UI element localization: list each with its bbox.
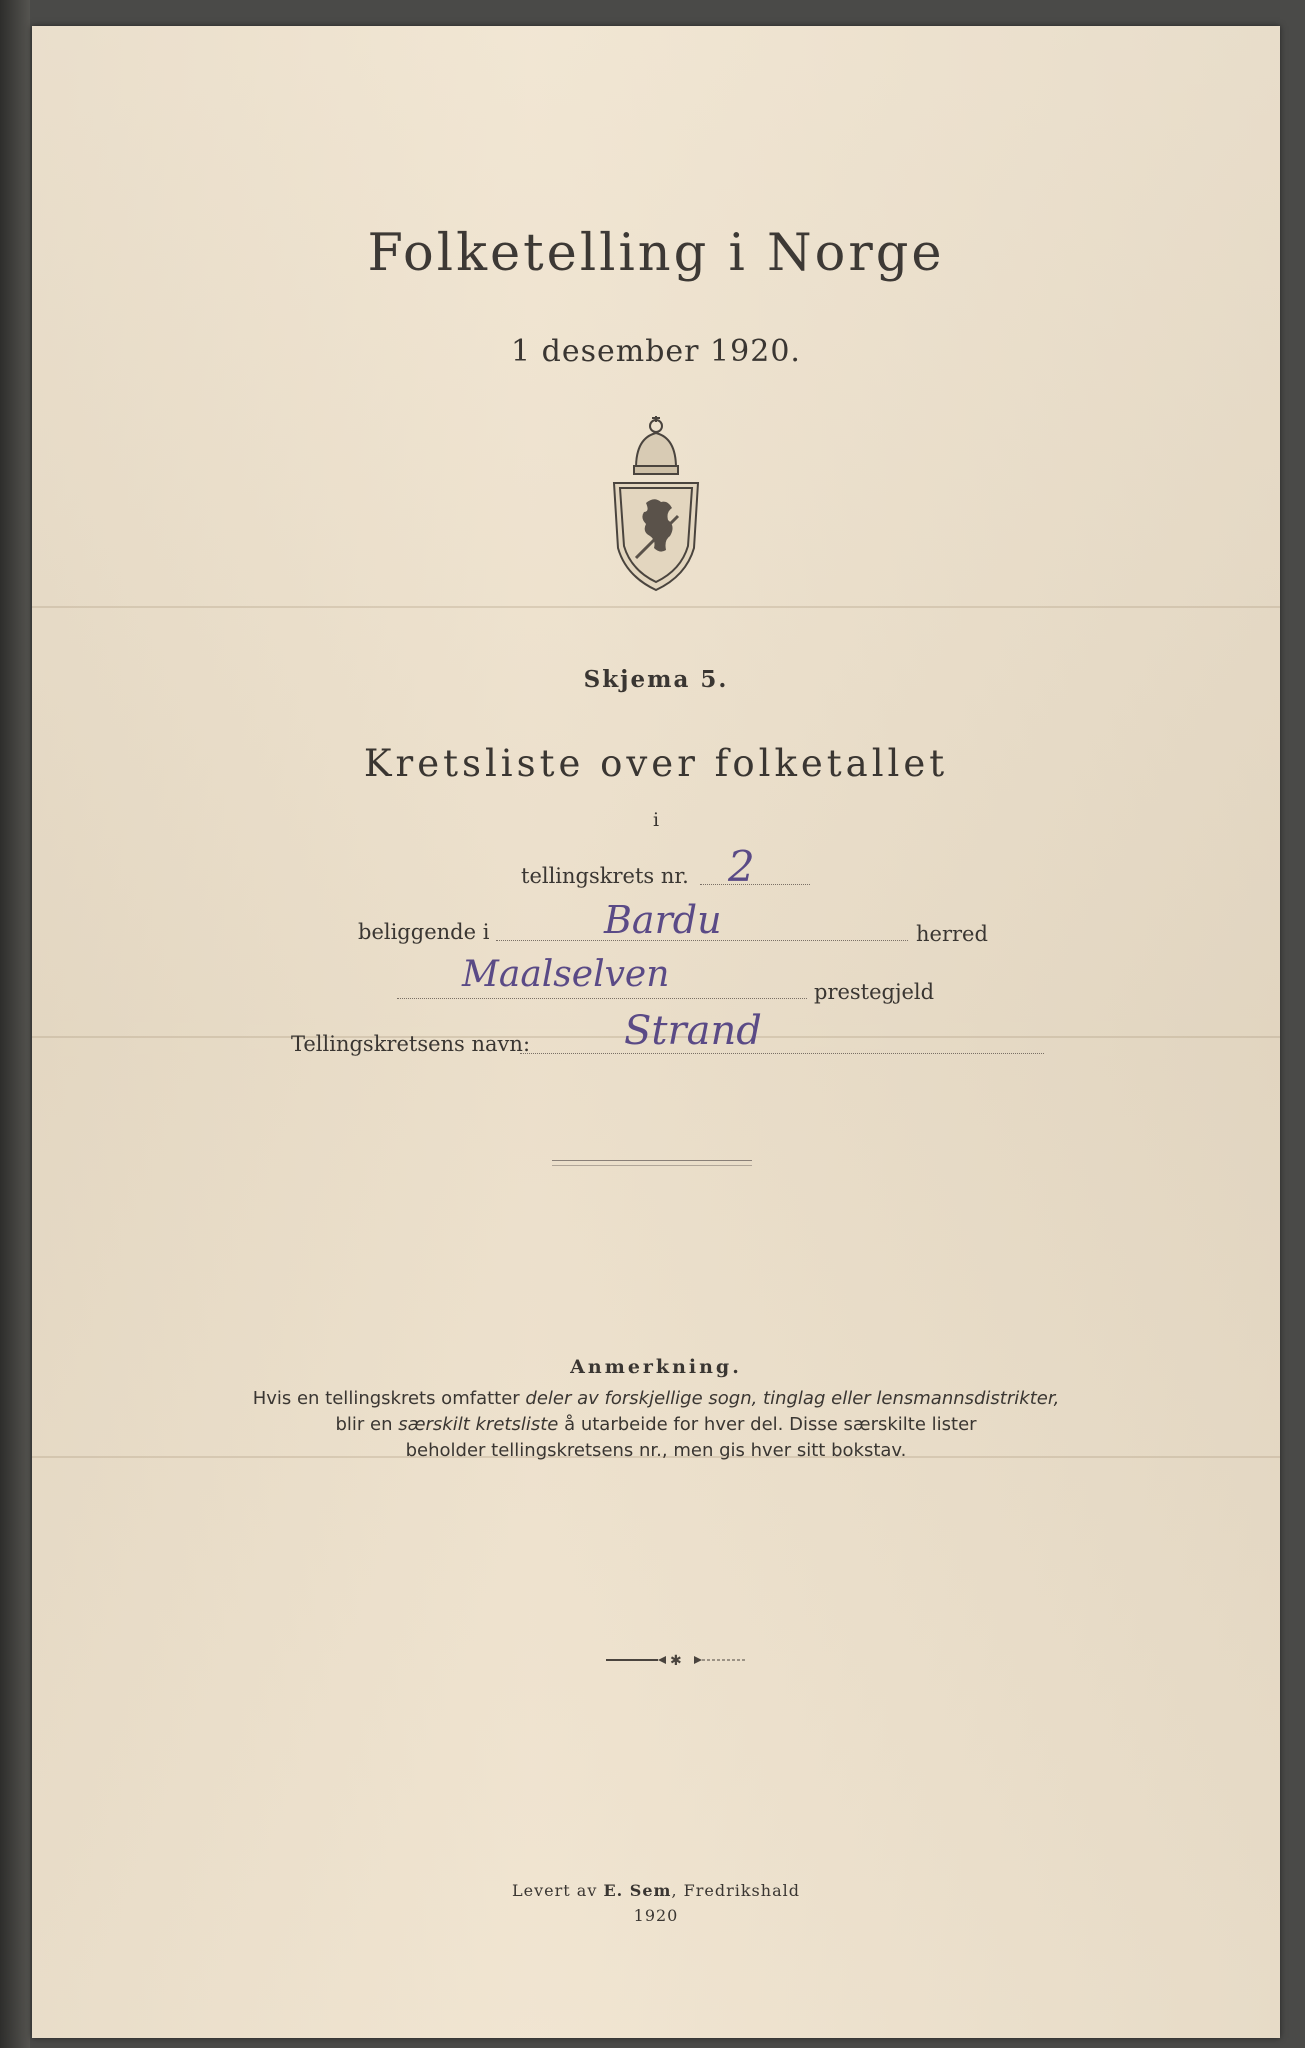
beliggende-label: beliggende i xyxy=(358,920,490,944)
divider xyxy=(552,1165,752,1166)
tellingskrets-label: tellingskrets nr. xyxy=(521,864,689,888)
note-title: Anmerkning. xyxy=(570,1356,742,1378)
census-form-page xyxy=(32,26,1280,2038)
divider xyxy=(552,1160,752,1161)
page-title: Folketelling i Norge xyxy=(367,224,945,283)
svg-text:✱: ✱ xyxy=(670,1653,682,1668)
beliggende-value: Bardu xyxy=(604,898,722,942)
prestegjeld-field-line xyxy=(397,998,807,999)
printer-prefix: Levert av xyxy=(512,1881,604,1900)
paper-fold xyxy=(32,606,1280,608)
note-text: Hvis en tellingskrets omfatter xyxy=(252,1388,526,1409)
schema-number: Skjema 5. xyxy=(583,666,729,693)
kretsnavn-label: Tellingskretsens navn: xyxy=(291,1032,531,1056)
note-text: blir en xyxy=(335,1414,399,1435)
heading-connector: i xyxy=(652,809,660,831)
printer-suffix: , Fredrikshald xyxy=(671,1881,800,1900)
tellingskrets-value: 2 xyxy=(728,842,755,891)
prestegjeld-value: Maalselven xyxy=(462,954,670,995)
tellingskrets-field-line xyxy=(700,884,810,885)
kretsnavn-field-line xyxy=(520,1053,1044,1054)
printer-year: 1920 xyxy=(633,1906,679,1925)
note-text: å utarbeide for hver del. Disse særskilte lister xyxy=(558,1414,977,1435)
norwegian-coat-of-arms-icon xyxy=(606,408,706,598)
note-emphasis: særskilt kretsliste xyxy=(398,1414,559,1435)
note-line-3: beholder tellingskretsens nr., men gis hver sitt bokstav. xyxy=(405,1440,907,1461)
form-heading: Kretsliste over folketallet xyxy=(363,742,949,785)
prestegjeld-label: prestegjeld xyxy=(814,980,935,1004)
census-date: 1 desember 1920. xyxy=(511,334,801,369)
herred-label: herred xyxy=(916,922,988,946)
note-line-2 xyxy=(192,1412,1120,1437)
kretsnavn-value: Strand xyxy=(624,1008,762,1054)
ornament-divider-icon xyxy=(606,1652,746,1668)
note-line-1 xyxy=(192,1386,1120,1411)
note-emphasis: deler av forskjellige sogn, tinglag eller lensmannsdistrikter, xyxy=(525,1388,1060,1409)
printer-name: E. Sem xyxy=(603,1881,672,1900)
printer-credit xyxy=(32,1878,1280,1928)
scan-background xyxy=(0,0,30,2048)
